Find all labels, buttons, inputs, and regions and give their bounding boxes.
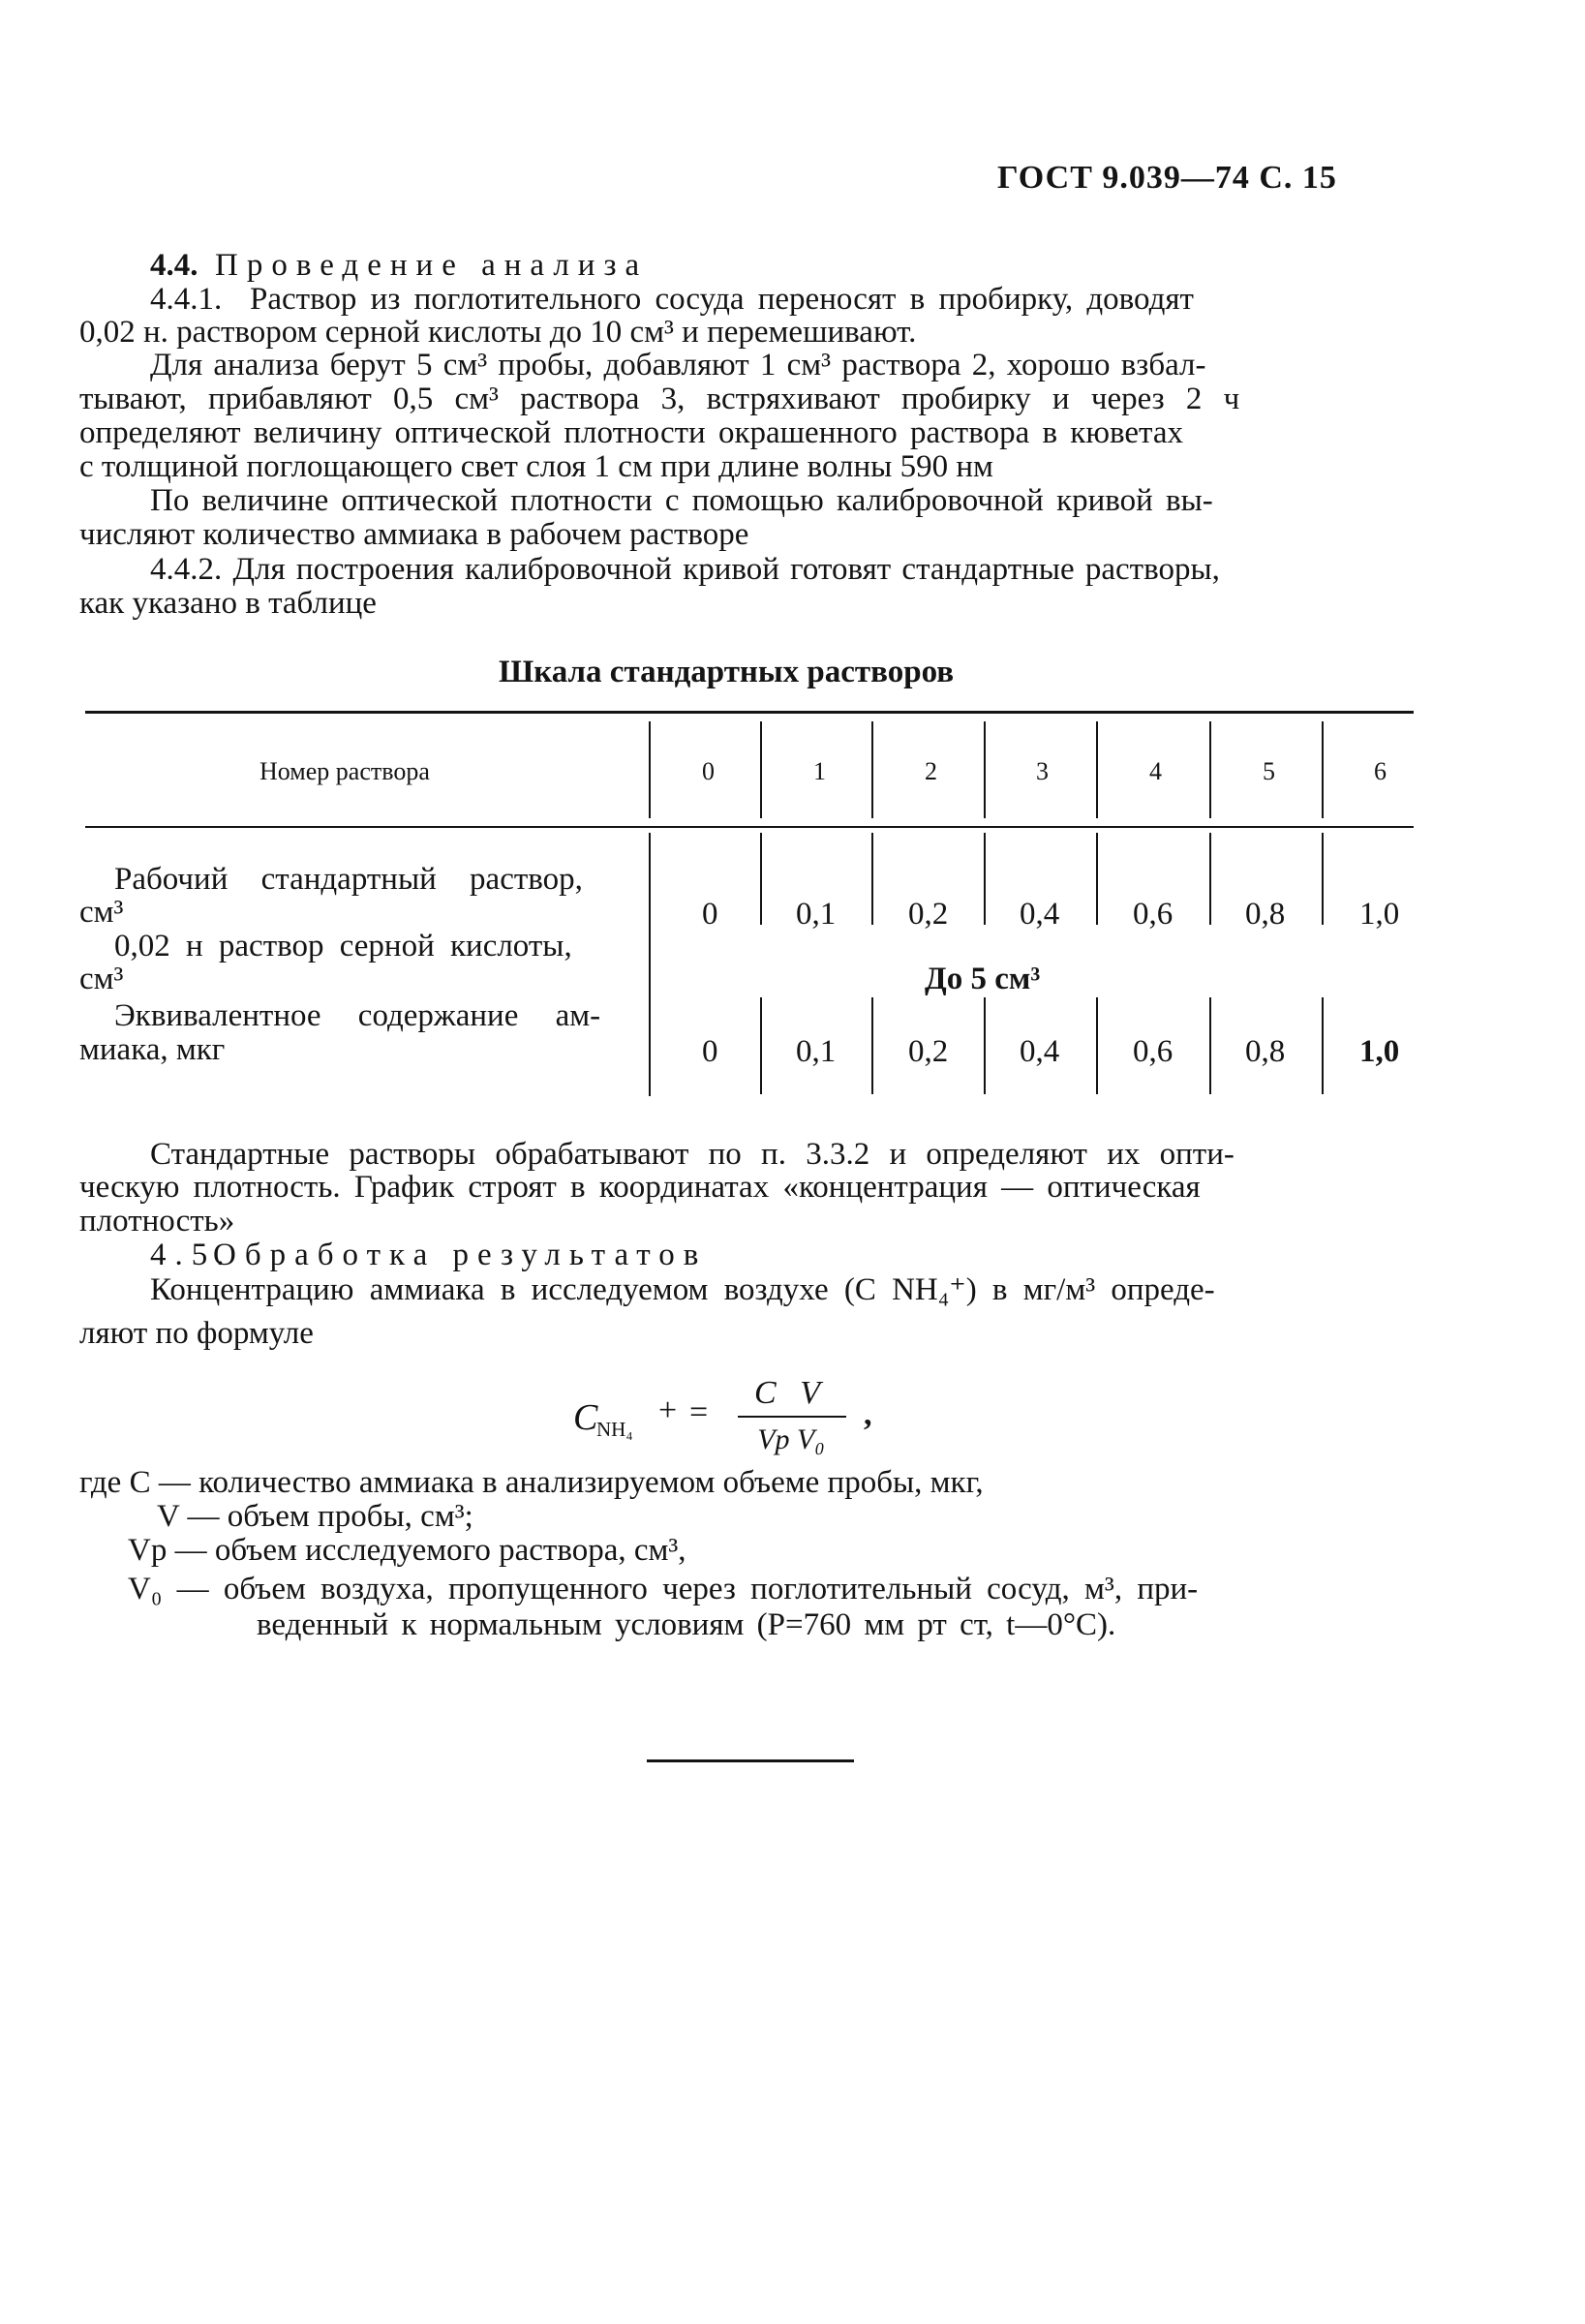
row2-span-text: До 5 см³ bbox=[925, 962, 1041, 996]
definition-vp: Vр — объем исследуемого раствора, см³, bbox=[128, 1533, 686, 1568]
section-4-4-title: Проведение анализа bbox=[215, 248, 649, 283]
row-divider bbox=[1209, 833, 1211, 925]
col-header-2: 2 bbox=[925, 757, 937, 785]
row3-value: 1,0 bbox=[1359, 1034, 1400, 1069]
row1-value: 0 bbox=[702, 897, 718, 932]
row2-label-line2: см³ bbox=[79, 962, 124, 996]
row-divider bbox=[1322, 997, 1324, 1094]
section-4-4-number: 4.4. bbox=[150, 248, 198, 283]
para-2-line2: тывают, прибавляют 0,5 см³ раствора 3, встряхивают пробирку и через 2 ч bbox=[79, 382, 1240, 416]
formula-lhs-sup: + bbox=[658, 1392, 678, 1428]
row1-value: 0,8 bbox=[1245, 897, 1286, 932]
formula-lhs-sub: NH₄ bbox=[596, 1418, 633, 1441]
row3-value: 0,8 bbox=[1245, 1034, 1286, 1069]
after-table-line3: плотность» bbox=[79, 1204, 235, 1238]
after-table-line1: Стандартные растворы обрабатывают по п. 3.3.2 и определяют их опти- bbox=[150, 1137, 1234, 1172]
row1-label-line1: Рабочий стандартный раствор, bbox=[114, 862, 583, 897]
row3-value: 0,2 bbox=[908, 1034, 949, 1069]
fraction-bar bbox=[738, 1416, 846, 1418]
col-header-3: 3 bbox=[1036, 757, 1049, 785]
row1-value: 0,1 bbox=[796, 897, 837, 932]
para-2-line3: определяют величину оптической плотности окрашенного раствора в кюветах bbox=[79, 415, 1183, 450]
definition-v0-line1: V₀ — объем воздуха, пропущенного через поглотительный сосуд, м³, при- bbox=[128, 1572, 1199, 1606]
row-divider bbox=[760, 833, 762, 925]
section-4-5-title: Обработка результатов bbox=[213, 1238, 708, 1272]
definition-v0-line2: веденный к нормальным условиям (P=760 мм рт ст, t—0°C). bbox=[257, 1607, 1116, 1642]
section-4-5-line2: ляют по формуле bbox=[79, 1316, 314, 1351]
page-header: ГОСТ 9.039—74 С. 15 bbox=[997, 160, 1337, 196]
para-3-line1: По величине оптической плотности с помощью калибровочной кривой вы- bbox=[150, 483, 1213, 518]
definition-c: где C — количество аммиака в анализируемом объеме пробы, мкг, bbox=[79, 1465, 984, 1500]
row-divider bbox=[984, 833, 986, 925]
row3-value: 0 bbox=[702, 1034, 718, 1069]
label-column-divider bbox=[649, 833, 651, 1096]
col-header-4: 4 bbox=[1149, 757, 1162, 785]
row1-value: 0,6 bbox=[1133, 897, 1174, 932]
para-2-line1: Для анализа берут 5 см³ пробы, добавляют 1 см³ раствора 2, хорошо взбал- bbox=[150, 348, 1206, 382]
header-divider bbox=[760, 721, 762, 818]
row3-value: 0,1 bbox=[796, 1034, 837, 1069]
formula-equals: = bbox=[689, 1394, 709, 1430]
header-divider bbox=[649, 721, 651, 818]
formula-lhs: C bbox=[573, 1397, 598, 1438]
row1-value: 0,4 bbox=[1020, 897, 1060, 932]
row-divider bbox=[871, 997, 873, 1094]
row-divider bbox=[984, 997, 986, 1094]
row-divider bbox=[760, 997, 762, 1094]
table-caption: Шкала стандартных растворов bbox=[499, 655, 955, 689]
col-header-6: 6 bbox=[1374, 757, 1387, 785]
row1-label-line2: см³ bbox=[79, 895, 124, 930]
table-header-label: Номер раствора bbox=[259, 757, 430, 785]
row3-value: 0,4 bbox=[1020, 1034, 1060, 1069]
row1-value: 0,2 bbox=[908, 897, 949, 932]
formula-denominator: Vр V₀ bbox=[757, 1423, 825, 1455]
para-4-4-2-line1: 4.4.2. Для построения калибровочной кривой готовят стандартные растворы, bbox=[150, 552, 1220, 587]
table-header-rule bbox=[85, 826, 1414, 828]
row2-label-line1: 0,02 н раствор серной кислоты, bbox=[114, 929, 572, 963]
row-divider bbox=[1209, 997, 1211, 1094]
table-top-rule bbox=[85, 711, 1414, 714]
para-4-4-1-line1: Раствор из поглотительного сосуда переносят в пробирку, доводят bbox=[250, 282, 1194, 317]
definition-v: V — объем пробы, см³; bbox=[157, 1499, 473, 1534]
row3-label-line1: Эквивалентное содержание ам- bbox=[114, 998, 601, 1033]
section-4-5-number: 4.5. bbox=[150, 1238, 233, 1272]
para-3-line2: числяют количество аммиака в рабочем растворе bbox=[79, 517, 749, 552]
para-4-4-1-line2: 0,02 н. раствором серной кислоты до 10 см³ и перемешивают. bbox=[79, 315, 917, 350]
row-divider bbox=[1096, 997, 1098, 1094]
row-divider bbox=[1322, 833, 1324, 925]
header-divider bbox=[1096, 721, 1098, 818]
row3-label-line2: миака, мкг bbox=[79, 1032, 226, 1067]
col-header-1: 1 bbox=[813, 757, 826, 785]
col-header-5: 5 bbox=[1263, 757, 1275, 785]
header-divider bbox=[984, 721, 986, 818]
row-divider bbox=[1096, 833, 1098, 925]
formula-comma: , bbox=[864, 1396, 872, 1432]
after-table-line2: ческую плотность. График строят в координатах «концентрация — оптическая bbox=[79, 1170, 1201, 1205]
row3-value: 0,6 bbox=[1133, 1034, 1174, 1069]
para-4-4-2-line2: как указано в таблице bbox=[79, 586, 377, 621]
para-2-line4: с толщиной поглощающего свет слоя 1 см при длине волны 590 нм bbox=[79, 449, 993, 484]
row-divider bbox=[871, 833, 873, 925]
header-divider bbox=[1322, 721, 1324, 818]
row1-value: 1,0 bbox=[1359, 897, 1400, 932]
end-rule bbox=[647, 1759, 854, 1762]
para-4-4-1-number: 4.4.1. bbox=[150, 282, 223, 317]
header-divider bbox=[1209, 721, 1211, 818]
col-header-0: 0 bbox=[702, 757, 715, 785]
formula-numerator: C V bbox=[754, 1375, 828, 1411]
section-4-5-line1: Концентрацию аммиака в исследуемом воздухе (C NH₄⁺) в мг/м³ опреде- bbox=[150, 1272, 1215, 1307]
header-divider bbox=[871, 721, 873, 818]
